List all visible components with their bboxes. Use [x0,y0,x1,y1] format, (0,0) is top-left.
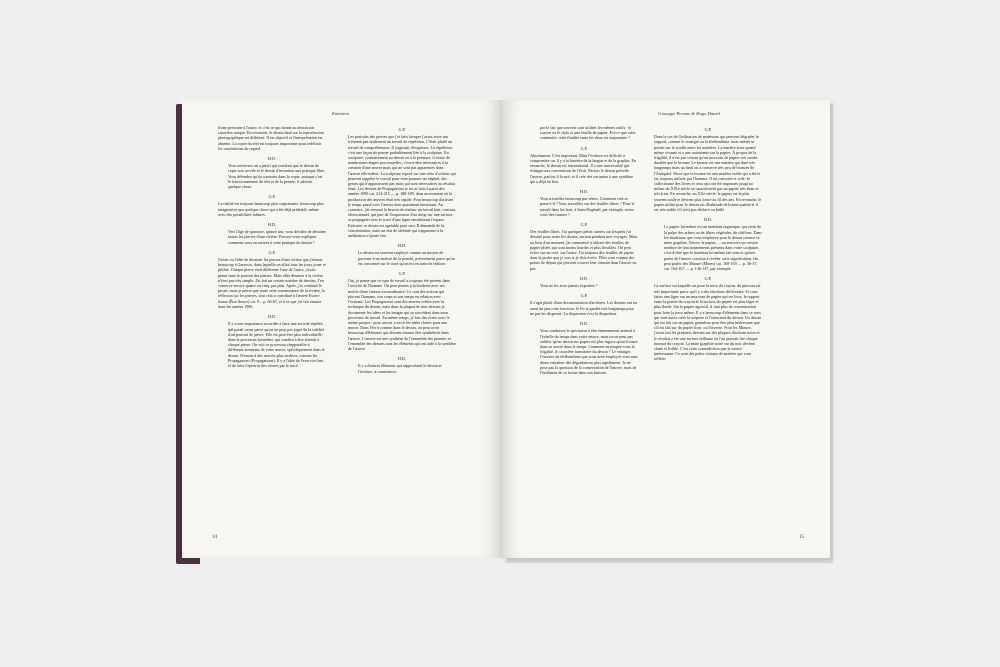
answer-paragraph: Oui, je pense que ce type de travail a toujours été présent dans l'activité de l'homme. On peut penser à la broderie avec ses motifs d'une finesse extraordinaire. Ce sont des actions qui placent l'homme, son corps et son temps en relation avec l'existant. Les Propagazioni sont des œuvres créées avec la technique du dessin, mais dans la plupart de mes dessins je documente les idées et les images qui se succèdent dans mon processus de travail. En même temps, je fais des écrits avec le même propos : pour arriver à avoir les idées claires pour une œuvre. Dans l'écrit comme dans le dessin, on peut avoir beaucoup d'éléments qui doivent ensuite être synthétisés dans l'œuvre. L'œuvre est une synthèse de l'ensemble des pensées et l'ensemble des dessins sont les éléments qui ont aidé à la synthèse de l'œuvre. [348,278,456,351]
speaker-label: H.D. [580,189,588,195]
answer-paragraph: Les portraits des pierres que j'ai faits lorsque j'avais seize ans n'étaient pas seulement un travail de répétition. C'était plutôt un travail de compréhension. Il s'agissait d'esquisses. La répétition, c'est une façon de penser probablement liée à la sculpture. En sculpture, contrairement au dessin ou à la peinture, il existe de nombreuses étapes processuelles, c'est-à-dire nécessaires à la création d'une œuvre mais qui ne sont pas apparentes dans l'œuvre elle-même. La sculpture repose sur une série d'actions qui peuvent rappeler le travail pour faire pousser un végétal, des gestes qui n'apparaissent pas mais qui sont nécessaires au résultat final. Les dessins de Propagazioni je les ai faits à partir des années 1990 cat. 214-215 — p. 188-189, dans un moment où la production des œuvres était très rapide. Pour beaucoup d'artistes le temps passé avec l'œuvre était quasiment inexistant. Au contraire, j'ai ressenti le besoin de réaliser un travail lent, continu, obsessionnel, qui part de l'impression d'un doigt sur une surface, se propageait avec le tracé d'une ligne envahissant l'espace. Exécuter ce dessin est agréable pour moi. Il demande de la concentration, mais un état de sérénité qui s'apparente à la méditation s'ajoute vite. [348,134,456,239]
question-paragraph: par le fait que souvent sont utilisés les mêmes outils : le crayon ou le stylo et une feuille de papier. Est-ce que cette continuité, cette fluidité entre les deux est importante ? [540,125,636,141]
question-paragraph: Il y a d'autres éléments qui rapprochent le dessin et l'écriture, à commencer [358,363,442,374]
answer-paragraph: Il s'agit plutôt d'une documentation d'archives. Les dessins ont eu aussi un peu cette fonction. Je les ai gardés très longtemps pour ne pas les disperser. La dispersion c'est la disparition. [530,300,638,316]
question-paragraph: Il y a une importance accordée à faire une activité répétée, qui paraît vaine parce qu'on ne peut pas juger de la validité d'un portrait de pierre. Elle est peut-être plus individuelle, dans le processus lui-même, qui conduit à être attentif à chaque pierre. On voit ce processus réapparaître à différents moments de votre œuvre, spécifiquement dans le dessin. Prenons à des œuvres plus tardives, comme les Propagazioni (Propagations). Il y a l'idée de l'exercice lent et de faire l'épreuve des choses par le tracé. [228,321,325,368]
right-folio: 15 [799,535,804,540]
speaker-label: G.P. [704,276,712,282]
answer-paragraph: La réalité est toujours beaucoup plus surprenante, beaucoup plus imaginative que quelque chose qui a été déjà préétabli, même avec des possibilités infinies. [218,201,324,217]
speaker-label: G.P. [398,271,406,277]
left-page [182,100,502,558]
speaker-label: H.D. [268,222,276,228]
question-paragraph: Vous ne les avez jamais exposées ? [540,283,598,289]
speaker-label: G.P. [580,293,588,299]
right-column-2 [654,125,762,367]
left-folio: 14 [212,535,217,540]
right-page [502,100,830,558]
question-paragraph: Vous renversez un a priori qui voudrait que le dessin de copie soit servile et le dessin d'invention une pratique libre. Vous défendez qu'au contraire dans la copie, puisque c'est le fonctionnement du réel et de la pensée, il advient quelque chose. [228,163,326,190]
left-running-head: Entretien [332,111,349,116]
speaker-label: H.D. [704,217,712,223]
speaker-label: H.D. [580,275,588,281]
speaker-label: H.D. [268,314,276,320]
speaker-label: H.D. [398,243,406,249]
speaker-label: H.D. [580,321,588,327]
answer-paragraph: Des feuilles libres. J'ai quelques petits carnets sur lesquels j'ai dessiné pour noter les choses, surtout pendant mes voyages. Mais au bout d'un moment j'ai commencé à utiliser des feuilles de papier pliées qui sont moins lourdes et plus flexibles. On peut écrire sur un coté, sur l'autre. J'ai toujours des feuilles de papier dans la poche que je sors si je dois écrire. Elles sont comme des points de départ qui peuvent trouver leur chemin dans l'œuvre ou pas. [530,229,638,271]
right-column-1 [530,125,638,380]
speaker-label: G.P. [268,194,276,200]
speaker-label: H.D. [398,356,406,362]
speaker-label: G.P. [398,127,406,132]
right-running-head: Giuseppe Penone & Hugo Daniel [658,111,721,116]
answer-paragraph: d'une personne à l'autre, et c'est ce qui donne au dessin son caractère unique. En revanche, le dessin basé sur la reproduction photographique est différent. Il est objectif et l'interprétation est absente. La copie du réel est toujours importante pour redéfinir les conventions du regard. [218,125,324,151]
question-paragraph: Vers l'âge de quatorze, quinze ans, vous décidez de dessiner toutes les pierres d'une rivière. Pouvez-vous expliquer comment vous en arrivez à cette pratique du dessin ? [228,229,326,245]
left-column-2 [348,125,456,379]
answer-paragraph: La surface sur laquelle on pose la trace du crayon, du pinceau est très importante parce qu'il y a des réactions différentes. Si vous faites une ligne sur un morceau de papier qui est lisse, le rapport entre la pointe du crayon et la surface du papier est plus léger et plus fluide. Sur le papier agressif, il faut plus de concentration pour faire la trace même. Il y a beaucoup d'éléments dans ce sens qui vont aussi créer la surprise et l'attraction du dessin. Un dessin qui est fait sur un papier granuleux peut être plus intéressant que s'il est fait sur du papier lisse, ou l'inverse. Pour les Minure, j'avais fait les premiers dessins sur des plaques d'ardoise noire et le résultat a été une surface brillante où l'on pouvait lire chaque marque du crayon. La mine graphite noire sur du noir devient claire et lisible. C'est cette contradiction que je trouve intéressante. Ce sont des petits cristaux de matière qui vont refléter [654,283,761,362]
speaker-label: H.D. [268,156,276,162]
speaker-label: G.P. [580,222,588,228]
question-paragraph: Le dessin est souvent employé comme un moyen de parvenir à un endroit de la pensée, précisément parce qu'on est concentré sur le tracé qu'on est en train de réaliser. [358,250,455,266]
answer-paragraph: Dans le cas de l'utilisation de matériaux qui peuvent dégrader le support, comme le vinaigre ou la térébenthine, mon intérêt se portait sur le conflit entre les matières. La matière reste quand même vivante et a une autonomie sur le papier. À propos de la fragilité, il n'est pas certain qu'un morceau de papier soit moins durable que le bronze. Le bronze est une matière qui dure très longtemps mais au final on a conservé très peu de bronzes de l'Antiquité. Parce que le bronze est une matière noble qui a été et est toujours utilisée par l'homme. Il est convoité et volé. Je collectionne des livres et ceux qui ont été imprimés jusqu'au milieu du XIXe siècle se caractérisent par un papier très beau et très frais. En revanche, au XXe siècle, le papier est le plus souvent acide et devient plus foncé au fil des ans. En revanche, le papier utilisé pour le dessin est d'habitude de bonne qualité et il est très stable s'il n'est pas déchiré ou brûlé. [654,134,762,213]
question-paragraph: Vous conduisez le spectateur à être éminemment attentif à l'échelle du temps dans votre œuvre, mais on ne peut pas oublier qu'un dessin sur papier est plus fugace qu'un bronze dans sa survie dans le temps. Comment envisagez-vous la fragilité, le caractère transitoire du dessin ? Le vinaigre, l'essence de térébenthine que vous avez employés vont sans doute entraîner des dégradations plus rapidement. Je ne pose pas la question de la conservation de l'œuvre, mais de l'évolution de sa forme dans son histoire. [540,328,638,375]
answer-paragraph: J'avais eu l'idée de dessiner les pierres d'une rivière que j'aimais beaucoup à Garessio, dans laquelle on allait tous les jours jouer et pêcher. Chaque pierre était différente l'une de l'autre, j'avais pensé faire le portrait des pierres. Mais aller dessiner à la rivière n'était pas très simple. J'ai fait un certain nombre de dessins. J'en conserve encore quatre ou cinq, pas plus. Après, j'ai continué le projet, mais je pense que toute cette connaissance de la rivière, la réflexion sur les pierres, tout cela a contribué à l'œuvre Essere fiume (Être fleuve) cat. 8 – p. 66-67, et à ce que j'ai fait ensuite dans les années 1980. [218,257,326,309]
speaker-label: G.P. [704,127,712,132]
question-paragraph: Le papier lui-même est un matériau organique, qui vient de la pulpe des arbres ou de fibres végétales, de chiffons. Dans les matériaux que vous employez pour le dessin comme la mine graphite, l'encre, le papier, ... on retrouve un certain nombre de fonctionnements présents dans votre sculpture, c'est-à-dire que le matériau lui-même fait sens et qu'une partie de l'œuvre consiste à révéler cette signification. On peut parler des Minure (Mines) cat. 168-169 — p. 36-37, cat. 164-167 — p. 146-147, par exemple. [664,224,762,272]
answer-paragraph: Absolument. C'est important. Mais l'écriture est difficile à comprendre car il y a la barrière de la langue et de la graphie. En revanche, le dessin est international. Il a une universalité qui échappe aux conventions de l'écrit. Parfois le dessin précède l'œuvre, parfois il la suit, et il crée des variantes à une synthèse qui a déjà eu lieu. [530,152,637,184]
speaker-label: G.P. [580,145,588,151]
question-paragraph: Vous travaillez beaucoup par séries. Comment cela se passe-t-il ? Vous travaillez sur des feuilles libres ? Pour le travail dans les bois, à Saint-Raphaël, par exemple, aviez-vous des carnets ? [540,196,635,217]
speaker-label: G.P. [268,249,276,255]
left-column-1 [218,125,326,373]
